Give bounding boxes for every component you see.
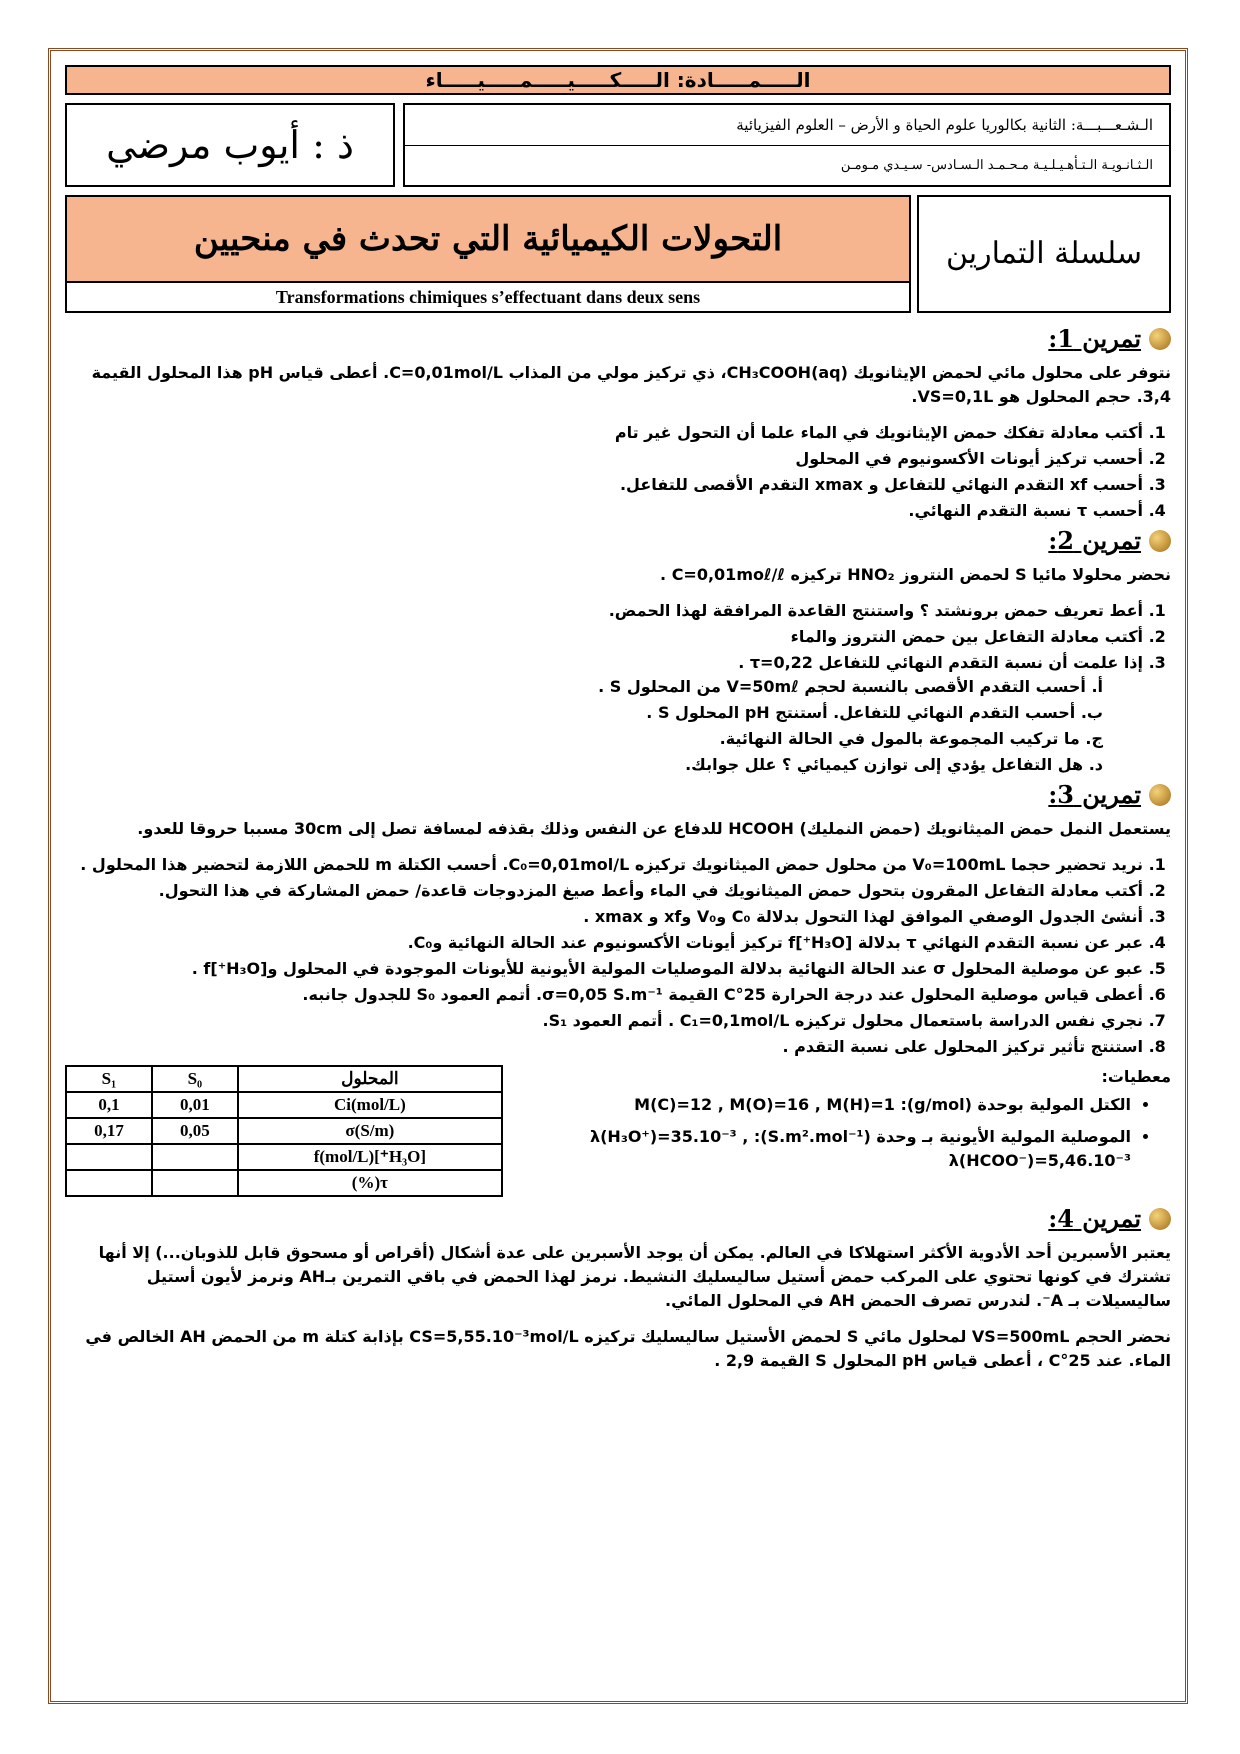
topic-title-fr: Transformations chimiques s’effectuant dans deux sens xyxy=(67,281,909,313)
table-row xyxy=(66,1144,502,1170)
sub-questions xyxy=(65,675,1143,777)
sub-mark: ب. xyxy=(1080,703,1103,722)
topic-title-ar: التحولات الكيميائية التي تحدث في منحيين xyxy=(67,197,909,281)
question xyxy=(65,651,1143,777)
question: 4. أحسب τ نسبة التقدم النهائي. xyxy=(65,499,1143,523)
question: 1. نريد تحضير حجما V₀=100mL من محلول حمض الميثانويك تركيزه C₀=0,01mol/L. أحسب الكتلة m للحمض اللازمة لتحضير هذا المحلول . xyxy=(65,853,1143,877)
table-cell xyxy=(152,1170,238,1196)
info-box xyxy=(403,103,1171,187)
question: 2. أكتب معادلة التفاعل بين حمض النتروز والماء xyxy=(65,625,1143,649)
exercise-1-label: تمرين 1: xyxy=(1048,324,1141,353)
exercise-2-title xyxy=(65,526,1171,555)
question-text: إذا علمت أن نسبة التقدم النهائي للتفاعل τ=0,22 . xyxy=(738,653,1143,672)
sub-question xyxy=(65,701,1103,725)
exercise-1-questions xyxy=(65,421,1171,523)
table-row xyxy=(66,1170,502,1196)
question: 2. أكتب معادلة التفاعل المقرون بتحول حمض الميثانويك في الماء وأعط صيغ المزدوجات قاعدة/ حمض المشاركة في هذا التحول. xyxy=(65,879,1143,903)
exercise-4-label: تمرين 4: xyxy=(1048,1204,1141,1233)
question: 7. نجري نفس الدراسة باستعمال محلول تركيزه C₁=0,1mol/L . أتمم العمود S₁. xyxy=(65,1009,1143,1033)
table-header: المحلول xyxy=(238,1066,502,1092)
table-header-row xyxy=(66,1066,502,1092)
subject-banner: الـــــمـــــادة: الـــــكـــــيـــــمـــــيـــــاء xyxy=(65,65,1171,95)
question: 1. أعط تعريف حمض برونشتد ؟ واستنتج القاعدة المرافقة لهذا الحمض. xyxy=(65,599,1143,623)
table-cell: τ(%) xyxy=(238,1170,502,1196)
exercise-4-paragraph: نحضر الحجم VS=500mL لمحلول مائي S لحمض الأستيل ساليسليك تركيزه CS=5,55.10⁻³mol/L بإذابة كتلة m من الحمض AH الخالص في الماء. عند 25°C ، أعطى قياس pH المحلول S القيمة 2,9 . xyxy=(85,1327,1171,1370)
sub-text: أحسب التقدم الأقصى بالنسبة لحجم V=50mℓ من المحلول S . xyxy=(598,677,1086,696)
branch-line: الـشـعـــبـــة: الثانية بكالوريا علوم الحياة و الأرض – العلوم الفيزيائية xyxy=(736,116,1153,134)
table-cell xyxy=(66,1170,152,1196)
sub-mark: د. xyxy=(1088,755,1103,774)
school-line: الـثـانـويـة الـتـأهـيـلـيـة مـحـمـد الـسـادس- سـيـدي مـومـن xyxy=(405,145,1169,186)
exercise-1-intro: نتوفر على محلول مائي لحمض الإيثانويك CH₃COOH(aq)، ذي تركيز مولي من المذاب C=0,01mol/L. أعطى قياس pH هذا المحلول القيمة 3,4. حجم المحلول هو VS=0,1L. xyxy=(91,363,1171,406)
exercise-1-title xyxy=(65,324,1171,353)
exercise-3-data xyxy=(65,1065,1171,1197)
question: 3. أنشئ الجدول الوصفي الموافق لهذا التحول بدلالة C₀ وV₀ وxf و xmax . xyxy=(65,905,1143,929)
table-header: S₀ xyxy=(152,1066,238,1092)
sub-question xyxy=(65,753,1103,777)
sub-question xyxy=(65,727,1103,751)
table-row xyxy=(66,1092,502,1118)
exercise-4-title xyxy=(65,1204,1171,1233)
sub-text: أحسب التقدم النهائي للتفاعل. أستنتج pH المحلول S . xyxy=(646,703,1076,722)
question: 1. أكتب معادلة تفكك حمض الإيثانويك في الماء علما أن التحول غير تام xyxy=(65,421,1143,445)
data-label: معطيات: xyxy=(1101,1067,1171,1086)
question: 2. أحسب تركيز أيونات الأكسونيوم في المحلول xyxy=(65,447,1143,471)
question: 6. أعطى قياس موصلية المحلول عند درجة الحرارة 25°C القيمة σ=0,05 S.m⁻¹. أتمم العمود S₀ للجدول جانبه. xyxy=(65,983,1143,1007)
sub-text: ما تركيب المجموعة بالمول في الحالة النهائية. xyxy=(719,729,1080,748)
exercise-3-intro: يستعمل النمل حمض الميثانويك (حمض النمليك) HCOOH للدفاع عن النفس وذلك بقذفه لمسافة تصل إلى 30cm مسببا حروقا للعدو. xyxy=(137,819,1171,838)
teacher-name: ذ : أيوب مرضي xyxy=(65,103,395,187)
sub-question xyxy=(65,675,1103,699)
table-cell xyxy=(152,1144,238,1170)
exercise-3-label: تمرين 3: xyxy=(1048,780,1141,809)
exercise-2-label: تمرين 2: xyxy=(1048,526,1141,555)
table-cell: 0,01 xyxy=(152,1092,238,1118)
table-cell: 0,17 xyxy=(66,1118,152,1144)
sub-text: هل التفاعل يؤدي إلى توازن كيميائي ؟ علل جوابك. xyxy=(685,755,1084,774)
bullet-icon xyxy=(1149,328,1171,350)
table-cell: 0,1 xyxy=(66,1092,152,1118)
exercise-4-intro: يعتبر الأسبرين أحد الأدوية الأكثر استهلاكا في العالم. يمكن أن يوجد الأسبرين على عدة أشكال (أقراص أو مسحوق قابل للذوبان...) إلا أنها تشترك في كونها تحتوي على المركب حمض أستيل ساليسليك النشيط. نرمز لهذا الحمض في باقي التمرين بـAH ونرمز لأيون أستيل ساليسيلات بـ A⁻. لندرس تصرف الحمض AH في المحلول المائي. xyxy=(98,1243,1171,1310)
question: 8. استنتج تأثير تركيز المحلول على نسبة التقدم . xyxy=(65,1035,1143,1059)
exercises xyxy=(65,325,1171,1385)
table-cell xyxy=(66,1144,152,1170)
data-item: • الموصلية المولية الأيونية بـ وحدة (S.m².mol⁻¹): λ(H₃O⁺)=35.10⁻³ , λ(HCOO⁻)=5,46.10⁻³ xyxy=(521,1125,1131,1173)
sub-mark: أ. xyxy=(1091,677,1103,696)
data-item: • الكتل المولية بوحدة (g/mol): M(C)=12 , M(O)=16 , M(H)=1 xyxy=(521,1093,1131,1117)
table-cell: Ci(mol/L) xyxy=(238,1092,502,1118)
table-row xyxy=(66,1118,502,1144)
data-list xyxy=(521,1065,1171,1197)
question: 4. عبر عن نسبة التقدم النهائي τ بدلالة [H₃O⁺]f تركيز أيونات الأكسونيوم عند الحالة النهائية وC₀. xyxy=(65,931,1143,955)
exercise-3-questions xyxy=(65,853,1171,1059)
question: 3. أحسب xf التقدم النهائي للتفاعل و xmax التقدم الأقصى للتفاعل. xyxy=(65,473,1143,497)
exercise-2-intro: نحضر محلولا مائيا S لحمض النتروز HNO₂ تركيزه C=0,01moℓ/ℓ . xyxy=(660,565,1171,584)
series-title: سلسلة التمارين xyxy=(917,195,1171,313)
bullet-icon xyxy=(1149,784,1171,806)
sub-mark: ج. xyxy=(1085,729,1103,748)
page-frame xyxy=(48,48,1188,1704)
bullet-icon xyxy=(1149,530,1171,552)
table-cell: σ(S/m) xyxy=(238,1118,502,1144)
topic-box xyxy=(65,195,911,313)
table-cell: [H₃O⁺]f(mol/L) xyxy=(238,1144,502,1170)
question: 5. عبو عن موصلية المحلول σ عند الحالة النهائية بدلالة الموصليات المولية الأيونية للأيونات الموجودة في المحلول و[H₃O⁺]f . xyxy=(65,957,1143,981)
bullet-icon xyxy=(1149,1208,1171,1230)
table-header: S₁ xyxy=(66,1066,152,1092)
exercise-2-questions xyxy=(65,599,1171,777)
exercise-3-title xyxy=(65,780,1171,809)
table-cell: 0,05 xyxy=(152,1118,238,1144)
results-table xyxy=(65,1065,503,1197)
